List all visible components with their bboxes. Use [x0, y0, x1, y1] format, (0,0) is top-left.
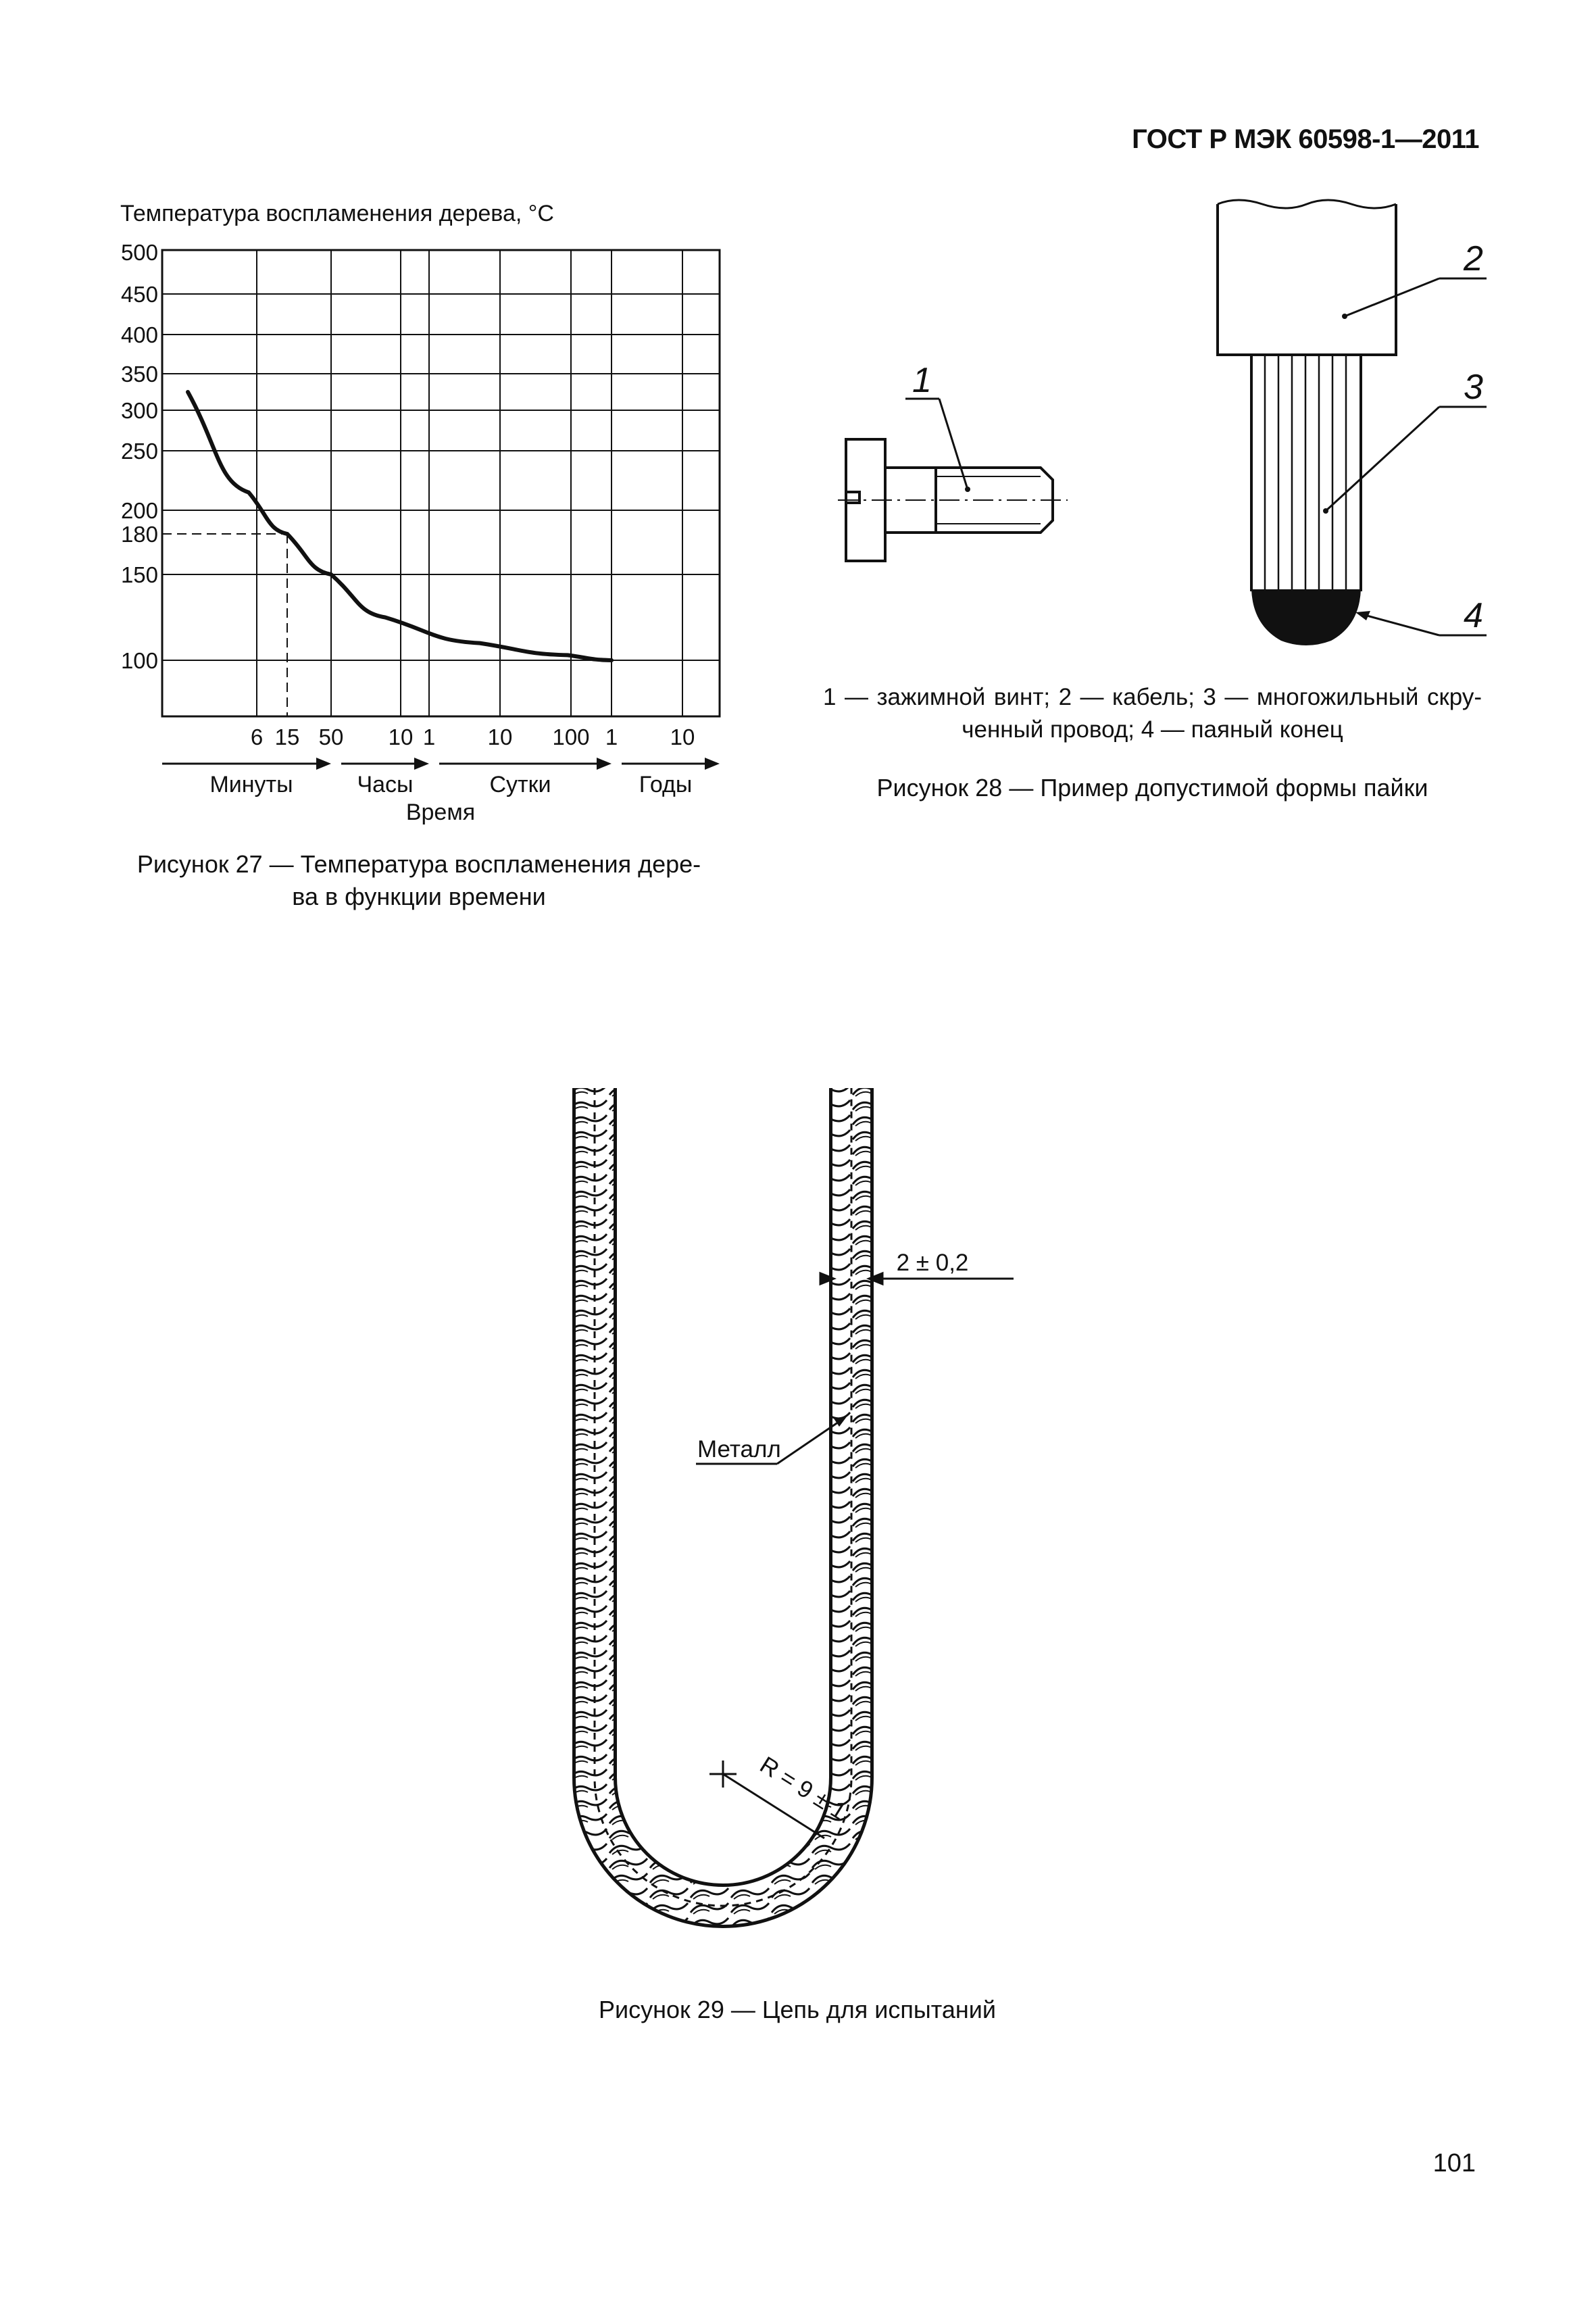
time-group-label-0: Минуты — [209, 772, 293, 797]
x-tick-label-7: 1 — [605, 724, 618, 749]
x-tick-label-4: 1 — [422, 724, 436, 749]
callout-3 — [1323, 368, 1487, 514]
figure29-caption: Рисунок 29 — Цепь для испытаний — [599, 1996, 996, 2023]
svg-text:2: 2 — [1464, 239, 1483, 278]
y-tick-label-300: 300 — [120, 398, 158, 423]
figure28-legend-line1: 1 — зажимной винт; 2 — кабель; 3 — многожильный скру- — [823, 684, 1482, 710]
y-tick-label-500: 500 — [120, 240, 158, 265]
radius-label: R = 9 ± 1 — [755, 1751, 851, 1825]
time-group-arrowhead-2 — [597, 758, 612, 770]
page-number: 101 — [1432, 2149, 1476, 2177]
figure28-caption: Рисунок 28 — Пример допустимой формы пайки — [876, 774, 1428, 802]
figure28-legend-line2: ченный провод; 4 — паяный конец — [962, 716, 1343, 743]
svg-text:4: 4 — [1464, 596, 1483, 635]
y-tick-label-180: 180 — [120, 522, 158, 547]
y-tick-label-400: 400 — [120, 322, 158, 347]
soldered-end — [1251, 589, 1361, 645]
thickness-label: 2 ± 0,2 — [896, 1250, 969, 1276]
clamping-screw — [838, 439, 1068, 561]
figure28-legend — [823, 681, 1482, 746]
y-tick-label-200: 200 — [120, 498, 158, 523]
y-tick-label-350: 350 — [120, 362, 158, 387]
x-tick-label-8: 10 — [670, 724, 695, 749]
callout-1 — [905, 361, 970, 492]
figure27-caption — [108, 848, 730, 913]
time-group-label-1: Часы — [357, 772, 414, 797]
chart-x-axis-title: Время — [405, 799, 476, 825]
x-tick-label-2: 50 — [318, 724, 344, 749]
figure28-drawing — [811, 189, 1487, 662]
figure27-chart — [101, 193, 743, 841]
x-tick-label-3: 10 — [388, 724, 414, 749]
svg-text:1: 1 — [912, 361, 932, 400]
x-tick-label-6: 100 — [552, 724, 590, 749]
time-group-label-3: Годы — [639, 772, 693, 797]
x-tick-label-5: 10 — [487, 724, 513, 749]
time-group-label-2: Сутки — [489, 772, 551, 797]
temperature-curve — [188, 392, 612, 660]
y-tick-label-150: 150 — [120, 562, 158, 587]
figure27-caption-line1: Рисунок 27 — Температура воспламенения дере- — [136, 850, 701, 878]
figure29-drawing — [527, 1068, 1041, 1973]
time-group-arrowhead-3 — [705, 758, 720, 770]
callout-2 — [1342, 239, 1487, 319]
metal-label: Металл — [697, 1436, 781, 1462]
cable — [1218, 200, 1396, 355]
y-tick-label-100: 100 — [120, 648, 158, 673]
x-tick-label-1: 15 — [274, 724, 300, 749]
document-header: ГОСТ Р МЭК 60598-1—2011 — [1132, 124, 1479, 154]
chart-plot-area — [121, 240, 720, 797]
figure27-caption-line2: ва в функции времени — [292, 883, 546, 910]
x-tick-label-0: 6 — [250, 724, 264, 749]
callout-4 — [1355, 596, 1487, 635]
y-tick-label-250: 250 — [120, 439, 158, 464]
time-group-arrowhead-1 — [414, 758, 429, 770]
svg-text:3: 3 — [1464, 368, 1483, 407]
y-tick-label-450: 450 — [120, 282, 158, 307]
chart-frame — [162, 250, 720, 716]
time-group-arrowhead-0 — [316, 758, 331, 770]
chart-y-axis-title: Температура воспламенения дерева, °С — [120, 201, 554, 226]
stranded-wire — [1251, 355, 1361, 591]
